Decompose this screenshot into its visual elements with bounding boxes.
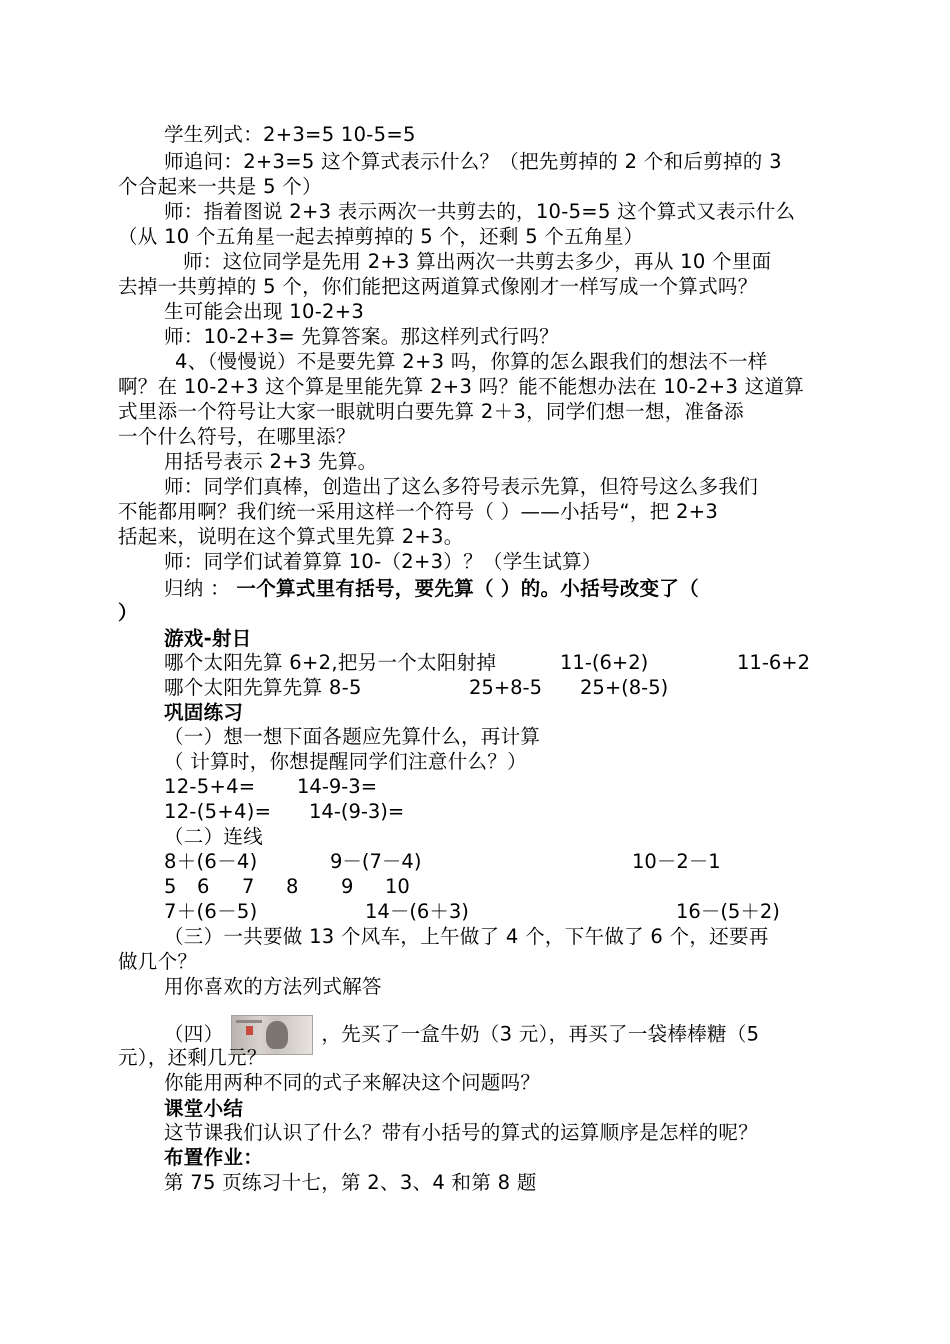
text-line: 第 75 页练习十七，第 2、3、4 和第 8 题 [164,1171,537,1194]
text-line: 括起来，说明在这个算式里先算 2+3。 [118,525,464,548]
text-line: 师追问：2+3=5 这个算式表示什么？（把先剪掉的 2 个和后剪掉的 3 [164,150,782,173]
text-line: 你能用两种不同的式子来解决这个问题吗？ [164,1071,541,1094]
text-line: 用你喜欢的方法列式解答 [164,975,382,998]
text-line: 师：同学们试着算算 10-（2+3）？（学生试算） [164,550,602,573]
summary-rule-line [164,576,699,601]
practice-section-title: 巩固练习 [164,701,244,724]
text-line: 做几个？ [118,950,198,973]
text-line: （从 10 个五角星一起去掉剪掉的 5 个，还剩 5 个五角星） [118,225,644,248]
text-line: 不能都用啊？我们统一采用这样一个符号（ ）——小括号“，把 2+3 [118,500,719,523]
text-line: （二）连线 [164,825,264,848]
text-line: 师：指着图说 2+3 表示两次一共剪去的，10-5=5 这个算式又表示什么 [164,200,796,223]
exercise-expr: 12-(5+4)= [164,800,272,823]
game-expr: 11-6+2 [737,651,811,674]
game-expr: 25+8-5 [469,676,543,699]
text-line: ） [118,601,138,624]
homework-section-title: 布置作业： [164,1146,264,1169]
text-line: 一个什么符号，在哪里添？ [118,425,356,448]
text-line: 个合起来一共是 5 个） [118,175,322,198]
exercise-expr: 14-9-3= [297,775,378,798]
match-number: 7 [242,875,255,898]
money-problem-text: ，先买了一盒牛奶（3 元），再买了一袋棒棒糖（5 [321,1022,760,1046]
text-line: 元），还剩几元？ [118,1046,267,1069]
text-line: 4、（慢慢说）不是要先算 2+3 吗，你算的怎么跟我们的想法不一样 [175,350,768,373]
game-section-title: 游戏-射日 [164,627,252,650]
game-line-2: 哪个太阳先算先算 8-5 [164,676,362,699]
text-line: 师：10-2+3= 先算答案。那这样列式行吗？ [164,325,559,348]
match-expr: 9－(7－4) [330,850,422,873]
match-expr: 7＋(6－5) [164,900,258,923]
text-line: （一）想一想下面各题应先算什么，再计算 [164,725,541,748]
text-line: 啊？在 10-2+3 这个算是里能先算 2+3 吗？能不能想办法在 10-2+3 这道算 [118,375,805,398]
game-expr: 11-(6+2) [560,651,649,674]
text-line: （三）一共要做 13 个风车，上午做了 4 个，下午做了 6 个，还要再 [164,925,769,948]
money-problem-label: （四） [164,1022,224,1046]
match-expr: 10－2－1 [632,850,721,873]
match-number: 9 [341,875,354,898]
match-expr: 14－(6＋3) [365,900,469,923]
text-line: 去掉一共剪掉的 5 个，你们能把这两道算式像刚才一样写成一个算式吗？ [118,275,758,298]
exercise-expr: 12-5+4= [164,775,256,798]
text-line: 学生列式：2+3=5 10-5=5 [164,123,416,146]
match-number: 10 [385,875,410,898]
match-number: 8 [286,875,299,898]
match-expr: 16－(5＋2) [676,900,780,923]
summary-rule-label: 归纳 ： [164,577,230,600]
match-number: 5 [164,875,177,898]
text-line: 式里添一个符号让大家一眼就明白要先算 2＋3，同学们想一想，准备添 [118,400,744,423]
summary-section-title: 课堂小结 [164,1097,244,1120]
text-line: 师：这位同学是先用 2+3 算出两次一共剪去多少，再从 10 个里面 [183,250,772,273]
text-line: 用括号表示 2+3 先算。 [164,450,378,473]
text-line: 这节课我们认识了什么？带有小括号的算式的运算顺序是怎样的呢？ [164,1121,759,1144]
game-expr: 25+(8-5) [580,676,669,699]
text-line: （ 计算时，你想提醒同学们注意什么？） [164,750,527,773]
summary-rule-text: 一个算式里有括号，要先算（ ）的。小括号改变了（ [236,577,699,600]
match-expr: 8＋(6－4) [164,850,258,873]
match-number: 6 [197,875,210,898]
text-line: 生可能会出现 10-2+3 [164,300,365,323]
game-line-1: 哪个太阳先算 6+2,把另一个太阳射掉 [164,651,497,674]
exercise-expr: 14-(9-3)= [309,800,405,823]
text-line: 师：同学们真棒，创造出了这么多符号表示先算，但符号这么多我们 [164,475,759,498]
